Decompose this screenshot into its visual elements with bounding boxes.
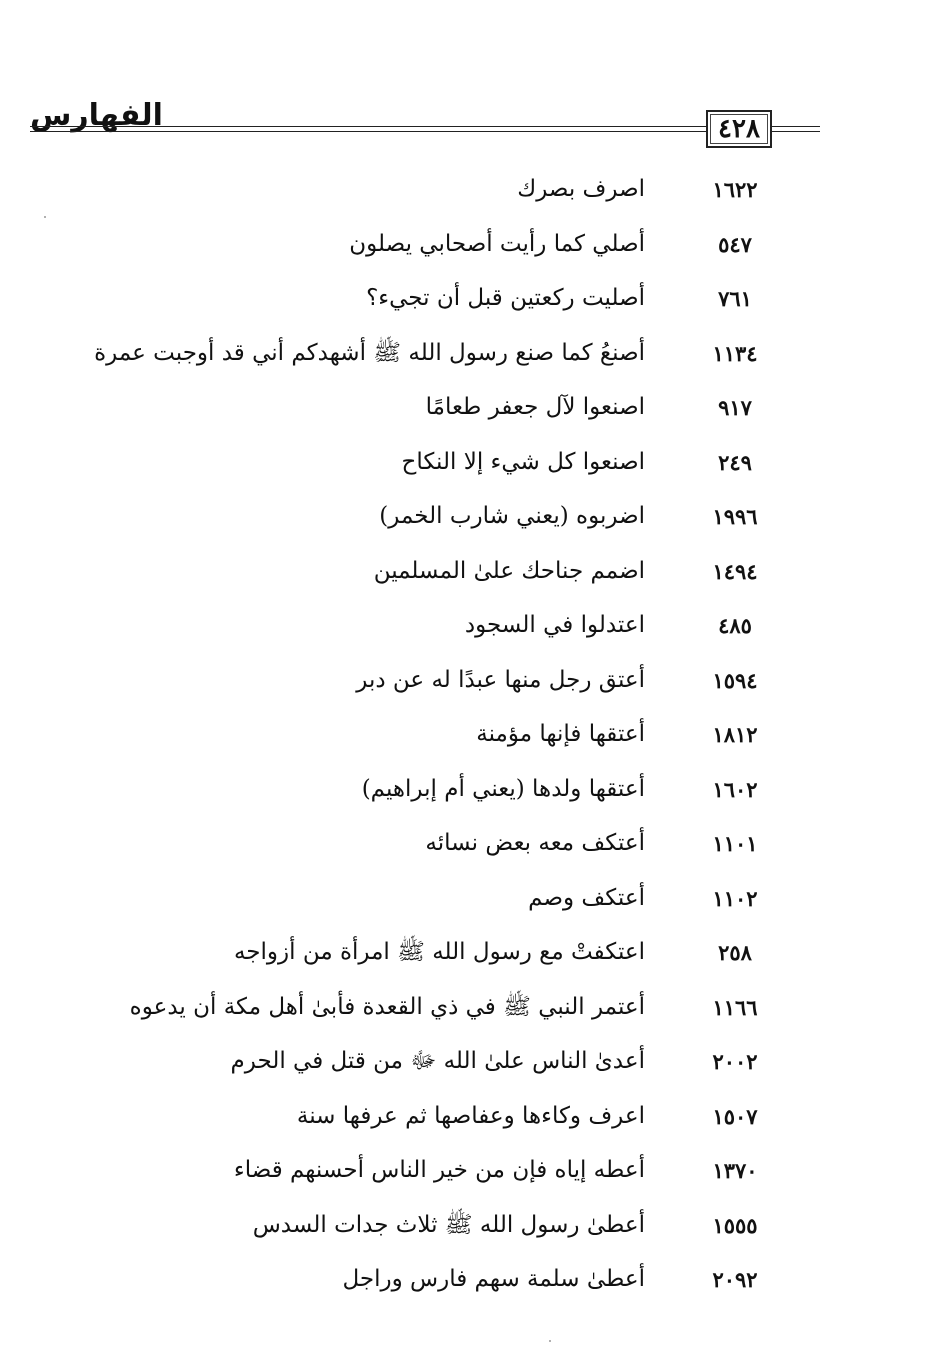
hadith-incipit: أعتكف معه بعض نسائه (425, 830, 645, 856)
hadith-number: ١٥٠٧ (712, 1103, 758, 1129)
index-entry (60, 1198, 800, 1253)
header-rule (30, 126, 706, 127)
index-entry (60, 271, 800, 326)
header-rule (772, 126, 820, 127)
hadith-incipit: أعطه إياه فإن من خير الناس أحسنهم قضاء (233, 1157, 645, 1183)
hadith-number: ٢٤٩ (718, 449, 752, 475)
hadith-incipit: أعتكف وصم (528, 884, 645, 911)
index-entry (60, 1089, 800, 1144)
hadith-number: ٧٦١ (718, 286, 752, 311)
index-entry (60, 380, 800, 435)
index-entry (60, 217, 800, 272)
hadith-incipit: اعتكفتْ مع رسول الله ﷺ امرأة من أزواجه (233, 939, 645, 965)
hadith-incipit: أعتمر النبي ﷺ في ذي القعدة فأبىٰ أهل مكة أن يدعوه (129, 993, 645, 1020)
index-entry (60, 980, 800, 1035)
hadith-incipit: أعتقها ولدها (يعني أم إبراهيم) (361, 775, 645, 802)
hadith-incipit: أصليت ركعتين قبل أن تجيء؟ (366, 285, 645, 311)
hadith-incipit: أعدىٰ الناس علىٰ الله ﷻ من قتل في الحرم (230, 1048, 645, 1074)
index-entry (60, 871, 800, 926)
hadith-number: ١٥٥٥ (712, 1212, 758, 1238)
index-entries (60, 162, 800, 1307)
page-number-box (706, 110, 772, 148)
index-entry (60, 162, 800, 217)
hadith-number: ١٣٧٠ (712, 1158, 758, 1183)
hadith-incipit: أعطىٰ رسول الله ﷺ ثلاث جدات السدس (252, 1211, 645, 1238)
hadith-incipit: اعتدلوا في السجود (464, 612, 645, 638)
index-entry (60, 816, 800, 871)
page-number: ٤٢٨ (718, 114, 760, 144)
index-entry (60, 707, 800, 762)
index-entry (60, 925, 800, 980)
hadith-incipit: أعتق رجل منها عبدًا له عن دبر (356, 666, 645, 693)
hadith-number: ١٩٩٦ (712, 504, 758, 529)
hadith-number: ١٤٩٤ (712, 558, 758, 584)
hadith-number: ١١٠١ (712, 831, 758, 856)
index-entry (60, 435, 800, 490)
page-number-frame (710, 114, 768, 144)
hadith-incipit: اعرف وكاءها وعفاصها ثم عرفها سنة (296, 1102, 645, 1129)
index-entry (60, 762, 800, 817)
hadith-number: ١١٠٢ (712, 885, 758, 911)
hadith-incipit: أصنعُ كما صنع رسول الله ﷺ أشهدكم أني قد أوجبت عمرة (94, 339, 645, 366)
hadith-incipit: اصنعوا كل شيء إلا النكاح (401, 448, 645, 475)
hadith-number: ٢٠٩٢ (712, 1267, 758, 1292)
index-entry (60, 653, 800, 708)
hadith-number: ١٥٩٤ (712, 667, 758, 693)
header-rule (772, 131, 820, 132)
index-entry (60, 544, 800, 599)
running-title: الفهارس (30, 98, 163, 133)
index-entry (60, 598, 800, 653)
scan-speck (44, 216, 46, 218)
hadith-number: ١١٦٦ (712, 994, 758, 1020)
hadith-number: ١٨١٢ (712, 722, 758, 747)
hadith-incipit: اضربوه (يعني شارب الخمر) (379, 503, 645, 529)
hadith-number: ٩١٧ (718, 395, 752, 420)
page-header (30, 92, 820, 152)
hadith-incipit: اصرف بصرك (517, 176, 645, 202)
index-entry (60, 489, 800, 544)
scan-speck (549, 1340, 551, 1342)
hadith-number: ١٦٢٢ (712, 177, 758, 202)
hadith-incipit: أعتقها فإنها مؤمنة (476, 721, 645, 747)
hadith-number: ٢٥٨ (718, 940, 752, 965)
hadith-number: ٥٤٧ (718, 231, 752, 257)
hadith-number: ٢٠٠٢ (712, 1049, 758, 1074)
index-entry (60, 1143, 800, 1198)
index-entry (60, 326, 800, 381)
index-entry (60, 1034, 800, 1089)
hadith-incipit: اصنعوا لآل جعفر طعامًا (425, 394, 645, 420)
index-entry (60, 1252, 800, 1307)
hadith-incipit: أصلي كما رأيت أصحابي يصلون (349, 230, 645, 257)
hadith-number: ١٦٠٢ (712, 776, 758, 802)
hadith-number: ١١٣٤ (712, 340, 758, 366)
hadith-incipit: اضمم جناحك علىٰ المسلمين (373, 557, 645, 584)
header-rule (30, 131, 706, 132)
hadith-number: ٤٨٥ (718, 613, 752, 638)
hadith-incipit: أعطىٰ سلمة سهم فارس وراجل (342, 1266, 645, 1292)
